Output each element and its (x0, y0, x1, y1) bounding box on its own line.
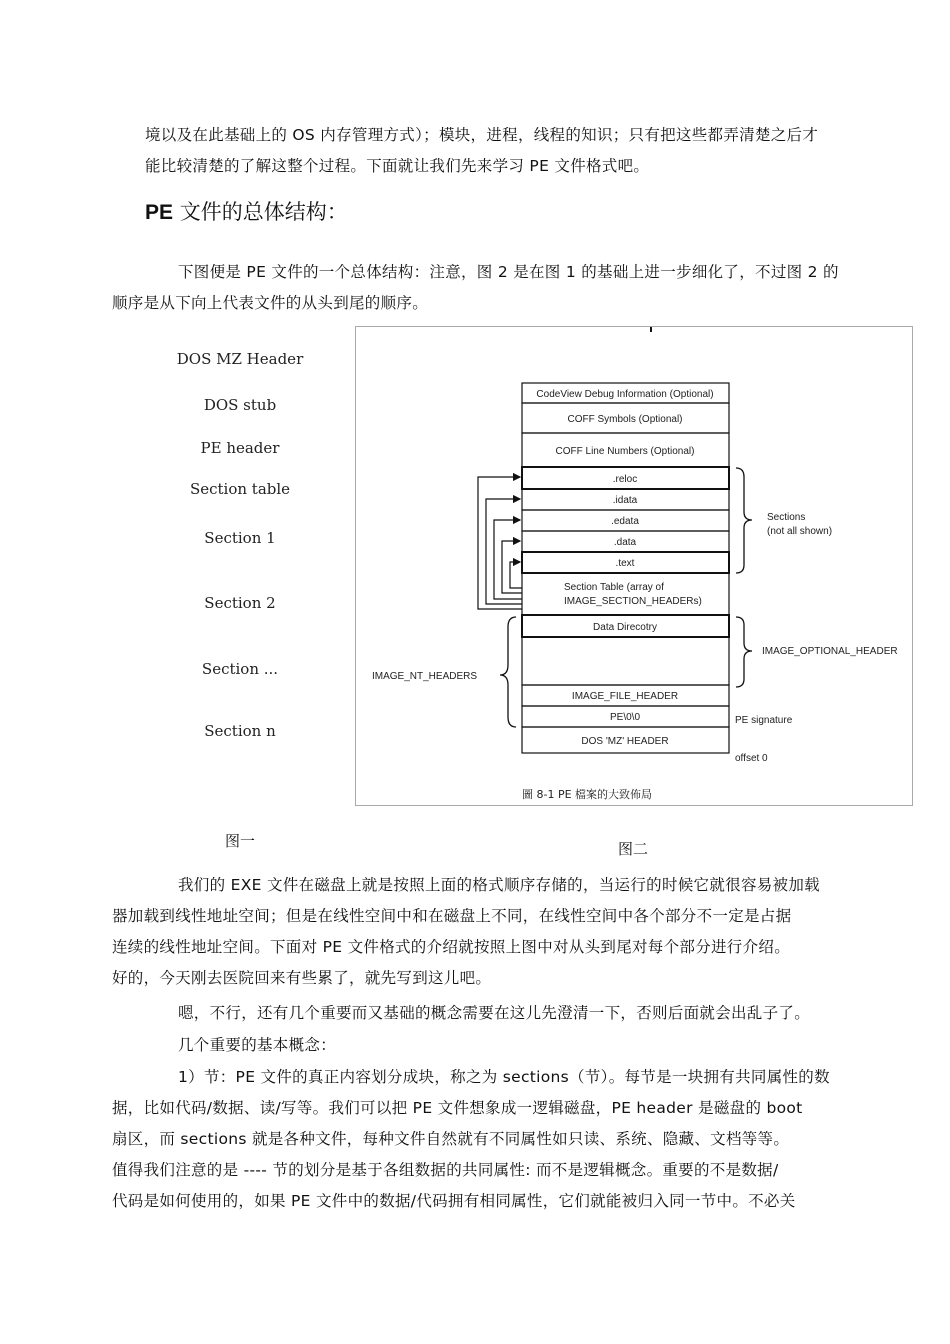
fig1-item: DOS MZ Header (176, 350, 304, 368)
heading-prefix: PE (145, 201, 174, 224)
fig1-item: PE header (200, 439, 280, 457)
figure-2 (355, 326, 913, 806)
concept-line: 1）节：PE 文件的真正内容划分成块，称之为 sections（节）。每节是一块拥有共同属性的数 (178, 1068, 830, 1086)
box-optional-body (522, 637, 729, 685)
label-data-directory: Data Direcotry (593, 622, 657, 633)
note-line: 嗯，不行，还有几个重要而又基础的概念需要在这儿先澄清一下，否则后面就会出乱子了。 (178, 1004, 811, 1022)
body-line: 连续的线性地址空间。下面对 PE 文件格式的介绍就按照上图中对从头到尾对每个部分进行介绍。 (112, 938, 790, 956)
label-file-header: IMAGE_FILE_HEADER (571, 691, 679, 702)
optional-header-brace (736, 617, 752, 687)
label-offset: offset 0 (735, 753, 768, 764)
label-sections-note: (not all shown) (767, 526, 833, 537)
box-section-table (522, 573, 729, 615)
label-coff-lines: COFF Line Numbers (Optional) (555, 446, 695, 457)
body-line: 我们的 EXE 文件在磁盘上就是按照上面的格式顺序存储的，当运行的时候它就很容易被加载 (178, 876, 820, 894)
concept-line: 代码是如何使用的，如果 PE 文件中的数据/代码拥有相同属性，它们就能被归入同一节中。不必关 (112, 1192, 796, 1210)
intro-line: 境以及在此基础上的 OS 内存管理方式）；模块，进程，线程的知识；只有把这些都弄清楚之后才 (145, 126, 819, 144)
label-nt-headers: IMAGE_NT_HEADERS (372, 671, 478, 682)
desc-line: 顺序是从下向上代表文件的从头到尾的顺序。 (112, 294, 429, 312)
fig1-item: Section ... (201, 660, 279, 678)
label-coff-symbols: COFF Symbols (Optional) (567, 414, 683, 425)
concept-line: 据，比如代码/数据、读/写等。我们可以把 PE 文件想象成一逻辑磁盘，PE header 是磁盘的 boot (112, 1099, 803, 1117)
label-reloc: .reloc (612, 474, 638, 485)
figure-2-caption: 图二 (618, 840, 649, 858)
label-codeview: CodeView Debug Information (Optional) (536, 389, 714, 400)
label-data: .data (613, 537, 637, 548)
body-line: 器加载到线性地址空间；但是在线性空间中和在磁盘上不同，在线性空间中各个部分不一定是占据 (112, 907, 792, 925)
section-pointer-arrows (478, 477, 522, 609)
label-dos-header: DOS 'MZ' HEADER (581, 736, 669, 747)
concepts-title-line: 几个重要的基本概念： (178, 1036, 337, 1054)
section-heading (145, 196, 348, 226)
desc-line: 下图便是 PE 文件的一个总体结构：注意，图 2 是在图 1 的基础上进一步细化了，不过图 2 的 (178, 263, 839, 281)
nt-headers-brace (500, 617, 516, 727)
note-paragraph (145, 998, 865, 1029)
concept-1-paragraph (112, 1062, 865, 1217)
description-paragraph (112, 257, 865, 319)
figure-2-title: 圖 8-1 PE 檔案的大致佈局 (522, 788, 653, 801)
fig1-item: DOS stub (203, 396, 277, 414)
fig1-item: Section 2 (204, 594, 276, 612)
label-section-table-2: IMAGE_SECTION_HEADERs) (564, 596, 702, 607)
fig1-item: Section n (204, 722, 276, 740)
fig1-item: Section table (189, 480, 291, 498)
concept-line: 值得我们注意的是 ---- 节的划分是基于各组数据的共同属性: 而不是逻辑概念。重要的不是数据/ (112, 1161, 779, 1179)
heading-text: 文件的总体结构： (173, 200, 348, 224)
label-idata: .idata (612, 495, 638, 506)
fig1-item: Section 1 (204, 529, 276, 547)
body-paragraph (112, 870, 865, 994)
intro-paragraph (145, 120, 865, 182)
arrow-edata (494, 520, 522, 599)
arrow-text (510, 562, 522, 588)
intro-line: 能比较清楚的了解这整个过程。下面就让我们先来学习 PE 文件格式吧。 (145, 157, 650, 175)
label-text: .text (615, 558, 635, 569)
arrow-data (502, 541, 522, 593)
concepts-title (145, 1030, 865, 1061)
concept-line: 扇区，而 sections 就是各种文件，每种文件自然就有不同属性如只读、系统、隐藏、文档等等。 (112, 1130, 790, 1148)
sections-brace (736, 468, 752, 573)
label-optional-header: IMAGE_OPTIONAL_HEADER (762, 646, 898, 657)
label-pe-signature-side: PE signature (735, 715, 793, 726)
body-line: 好的，今天刚去医院回来有些累了，就先写到这儿吧。 (112, 969, 492, 987)
figure-1-caption: 图一 (225, 832, 256, 850)
arrow-reloc (478, 477, 522, 609)
label-edata: .edata (611, 516, 639, 527)
label-pe-signature: PE\0\0 (609, 712, 641, 723)
label-sections: Sections (767, 512, 806, 523)
label-section-table-1: Section Table (array of (564, 582, 664, 593)
